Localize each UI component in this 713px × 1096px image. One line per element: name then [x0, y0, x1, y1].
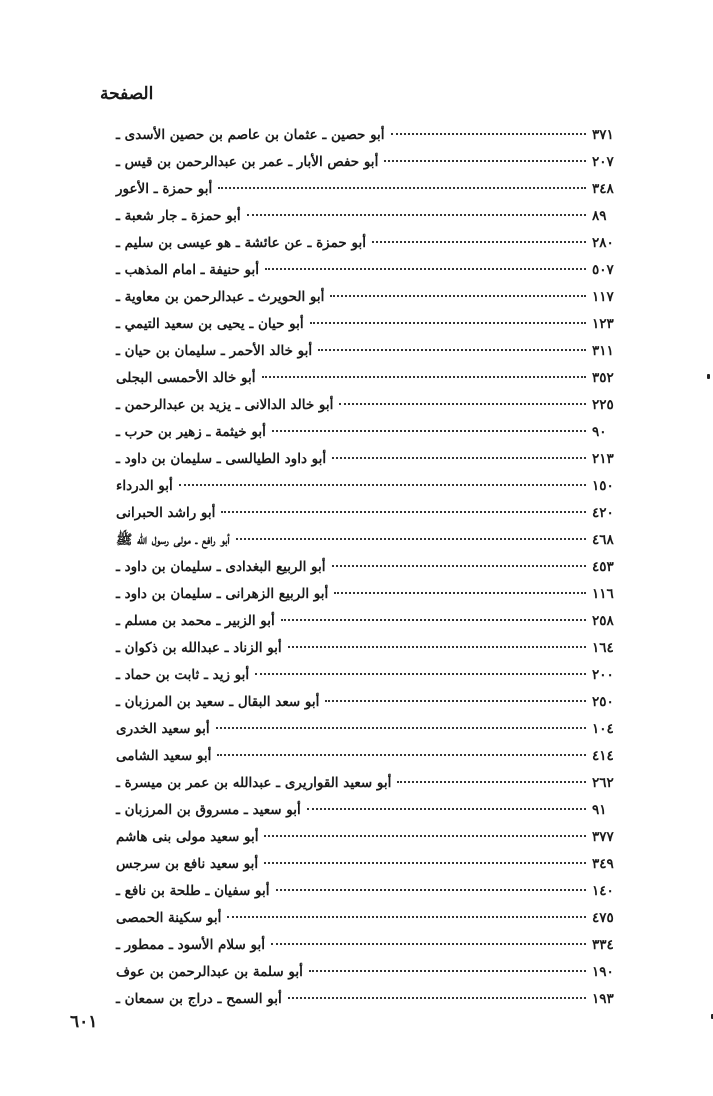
- index-entry: [116, 446, 620, 473]
- index-entry: [116, 554, 620, 581]
- index-entry: [116, 311, 620, 338]
- dot-leader: [217, 754, 586, 756]
- dot-leader: [397, 781, 586, 783]
- entry-name: أبو سعيد الخدرى: [116, 721, 210, 737]
- entry-name: أبو الربيع الزهرانى ـ سليمان بن داود ـ: [116, 586, 329, 602]
- dot-leader: [272, 430, 586, 432]
- dot-leader: [330, 295, 586, 297]
- entry-name: أبو الزناد ـ عبدالله بن ذكوان ـ: [116, 640, 282, 656]
- entry-page-number: ٨٩: [592, 208, 607, 224]
- entry-name: أبو الربيع البغدادى ـ سليمان بن داود ـ: [116, 559, 326, 575]
- entry-page-number: ٢٠٧: [592, 154, 614, 170]
- entry-page-number: ٢٠٠: [592, 667, 614, 683]
- entry-name: أبو حفص الأبار ـ عمر بن عبدالرحمن بن قيس ـ: [116, 154, 379, 170]
- entry-name: أبو سعيد القواريرى ـ عبدالله بن عمر بن ميسرة ـ: [116, 775, 392, 791]
- entry-name: أبو حمزة ـ عن عائشة ـ هو عيسى بن سليم ـ: [116, 235, 366, 251]
- entry-name: أبو سعيد الشامى: [116, 748, 212, 764]
- dot-leader: [307, 808, 586, 810]
- entry-page-number: ٤٥٣: [592, 559, 614, 575]
- margin-mark: [707, 374, 710, 379]
- index-entry: [116, 338, 620, 365]
- entry-page-number: ٩١: [592, 802, 607, 818]
- index-entry: [116, 959, 620, 986]
- entry-page-number: ٣١١: [592, 343, 614, 359]
- entry-page-number: ٣٤٩: [592, 856, 614, 872]
- entry-page-number: ١٩٠: [592, 964, 614, 980]
- index-entry: [116, 662, 620, 689]
- index-entry: [116, 365, 620, 392]
- dot-leader: [339, 403, 586, 405]
- entry-page-number: ٣٤٨: [592, 181, 614, 197]
- entry-page-number: ٤٢٠: [592, 505, 614, 521]
- dot-leader: [310, 322, 586, 324]
- index-entry: [116, 932, 620, 959]
- page-number: ٦٠١: [70, 1012, 98, 1032]
- index-entry: [116, 581, 620, 608]
- entry-name: أبو خيثمة ـ زهير بن حرب ـ: [116, 424, 266, 440]
- entry-name: أبو الحويرث ـ عبدالرحمن بن معاوية ـ: [116, 289, 325, 305]
- index-entry: [116, 770, 620, 797]
- dot-leader: [247, 214, 586, 216]
- entry-page-number: ٣٣٤: [592, 937, 614, 953]
- entry-page-number: ٤٦٨: [592, 532, 614, 548]
- dot-leader: [391, 133, 586, 135]
- index-entry: [116, 689, 620, 716]
- dot-leader: [281, 619, 586, 621]
- index-entry: [116, 608, 620, 635]
- dot-leader: [262, 376, 586, 378]
- entry-name: أبو سعيد مولى بنى هاشم: [116, 829, 259, 845]
- entry-name: أبو حمزة ـ الأعور: [116, 181, 213, 197]
- entry-page-number: ٢٥٨: [592, 613, 614, 629]
- entry-name: أبو سكينة الحمصى: [116, 910, 222, 926]
- entry-name: أبو حنيفة ـ امام المذهب ـ: [116, 262, 260, 278]
- entry-name: أبو رافع ـ مولى رسول الله ﷺ: [116, 532, 230, 548]
- index-entry: [116, 257, 620, 284]
- entry-page-number: ٢١٣: [592, 451, 614, 467]
- index-entry: [116, 635, 620, 662]
- index-entry: [116, 851, 620, 878]
- entry-page-number: ٢٦٢: [592, 775, 614, 791]
- index-entries-list: [116, 122, 620, 1013]
- dot-leader: [264, 862, 586, 864]
- dot-leader: [271, 943, 586, 945]
- index-entry: [116, 878, 620, 905]
- dot-leader: [221, 511, 586, 513]
- entry-page-number: ٤١٤: [592, 748, 614, 764]
- entry-page-number: ١١٧: [592, 289, 614, 305]
- index-entry: [116, 797, 620, 824]
- entry-name: أبو سلمة بن عبدالرحمن بن عوف: [116, 964, 303, 980]
- dot-leader: [179, 484, 586, 486]
- entry-page-number: ١٥٠: [592, 478, 614, 494]
- index-entry: [116, 986, 620, 1013]
- entry-name: أبو سعيد ـ مسروق بن المرزبان ـ: [116, 802, 301, 818]
- entry-page-number: ٣٧٧: [592, 829, 614, 845]
- dot-leader: [288, 997, 586, 999]
- entry-page-number: ١١٦: [592, 586, 614, 602]
- entry-name: أبو حمزة ـ جار شعبة ـ: [116, 208, 241, 224]
- entry-name: أبو خالد الأحمر ـ سليمان بن حيان ـ: [116, 343, 313, 359]
- entry-name: أبو خالد الدالانى ـ يزيد بن عبدالرحمن ـ: [116, 397, 334, 413]
- index-entry: [116, 716, 620, 743]
- entry-page-number: ٣٥٢: [592, 370, 614, 386]
- entry-page-number: ٩٠: [592, 424, 607, 440]
- entry-name: أبو سعيد نافع بن سرجس: [116, 856, 259, 872]
- dot-leader: [288, 646, 586, 648]
- index-entry: [116, 122, 620, 149]
- dot-leader: [264, 835, 586, 837]
- dot-leader: [216, 727, 586, 729]
- entry-page-number: ١٢٣: [592, 316, 614, 332]
- dot-leader: [372, 241, 586, 243]
- entry-name: أبو سعد البقال ـ سعيد بن المرزبان ـ: [116, 694, 320, 710]
- index-entry: [116, 824, 620, 851]
- index-entry: [116, 905, 620, 932]
- entry-name: أبو خالد الأحمسى البجلى: [116, 370, 256, 386]
- dot-leader: [332, 565, 586, 567]
- entry-page-number: ١٩٣: [592, 991, 614, 1007]
- index-entry: [116, 392, 620, 419]
- entry-name: أبو راشد الحبرانى: [116, 505, 216, 521]
- dot-leader: [334, 592, 586, 594]
- dot-leader: [309, 970, 586, 972]
- index-entry: [116, 176, 620, 203]
- entry-name: أبو داود الطيالسى ـ سليمان بن داود ـ: [116, 451, 327, 467]
- entry-page-number: ٢٥٠: [592, 694, 614, 710]
- index-entry: [116, 149, 620, 176]
- entry-page-number: ٣٧١: [592, 127, 614, 143]
- dot-leader: [218, 187, 586, 189]
- index-entry: [116, 527, 620, 554]
- dot-leader: [384, 160, 586, 162]
- entry-name: أبو زيد ـ ثابت بن حماد ـ: [116, 667, 250, 683]
- page-column-header: الصفحة: [100, 84, 154, 104]
- entry-page-number: ٥٠٧: [592, 262, 614, 278]
- index-entry: [116, 500, 620, 527]
- dot-leader: [276, 889, 586, 891]
- dot-leader: [236, 538, 586, 540]
- entry-name: أبو السمح ـ دراج بن سمعان ـ: [116, 991, 282, 1007]
- index-entry: [116, 419, 620, 446]
- index-entry: [116, 743, 620, 770]
- entry-name: أبو سفيان ـ طلحة بن نافع ـ: [116, 883, 270, 899]
- entry-name: أبو الزبير ـ محمد بن مسلم ـ: [116, 613, 275, 629]
- entry-name: أبو حصين ـ عثمان بن عاصم بن حصين الأسدى ـ: [116, 127, 385, 143]
- entry-name: أبو الدرداء: [116, 478, 173, 494]
- entry-page-number: ١٠٤: [592, 721, 614, 737]
- entry-page-number: ٢٨٠: [592, 235, 614, 251]
- index-entry: [116, 284, 620, 311]
- index-entry: [116, 230, 620, 257]
- index-entry: [116, 203, 620, 230]
- entry-page-number: ٢٢٥: [592, 397, 614, 413]
- dot-leader: [265, 268, 586, 270]
- dot-leader: [332, 457, 586, 459]
- entry-page-number: ١٤٠: [592, 883, 614, 899]
- dot-leader: [325, 700, 586, 702]
- entry-page-number: ٤٧٥: [592, 910, 614, 926]
- entry-page-number: ١٦٤: [592, 640, 614, 656]
- entry-name: أبو سلام الأسود ـ ممطور ـ: [116, 937, 265, 953]
- dot-leader: [255, 673, 586, 675]
- dot-leader: [318, 349, 586, 351]
- index-entry: [116, 473, 620, 500]
- entry-name: أبو حيان ـ يحيى بن سعيد التيمي ـ: [116, 316, 304, 332]
- dot-leader: [227, 916, 586, 918]
